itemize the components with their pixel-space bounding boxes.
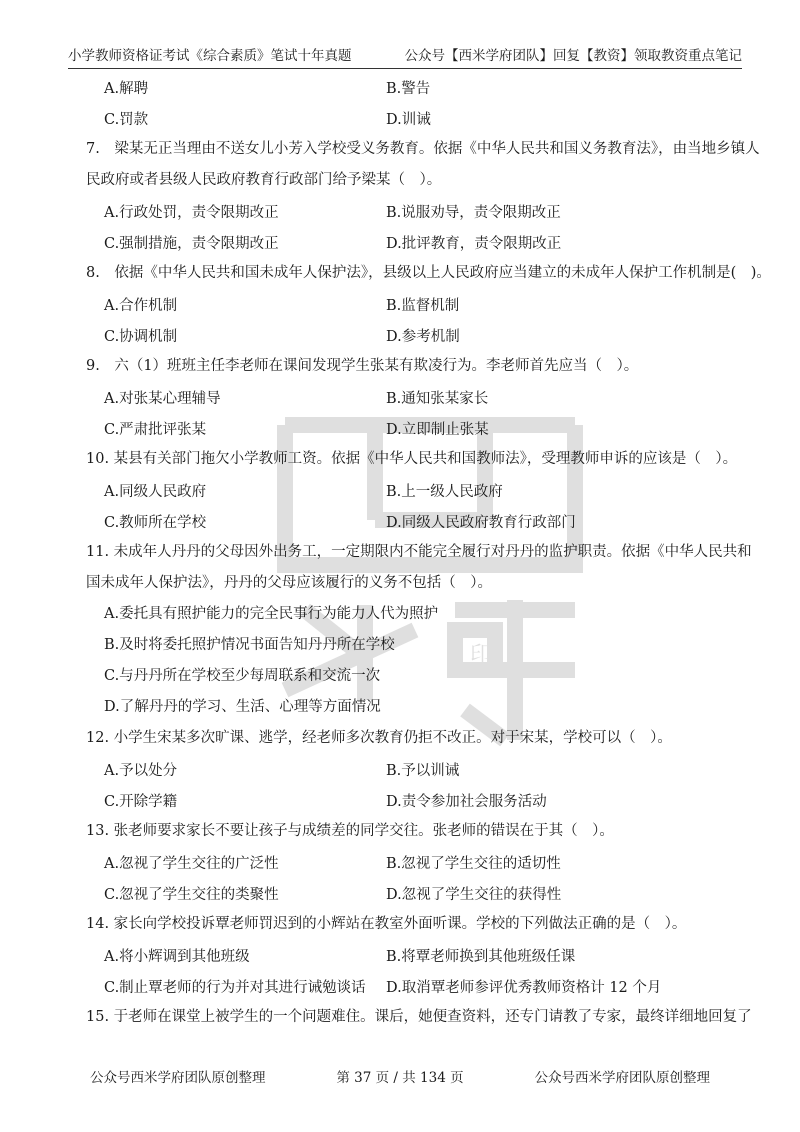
question-8 (86, 258, 771, 289)
q11-stem-line-1: 11. 未成年人丹丹的父母因外出务工，一定期限内不能完全履行对丹丹的监护职责。依据《中华人民共和 (86, 544, 752, 560)
q11-option-c[interactable]: C.与丹丹所在学校至少每周联系和交流一次 (104, 668, 381, 684)
q12-option-c[interactable]: C.开除学籍 (104, 794, 178, 810)
q11-option-b[interactable]: B.及时将委托照护情况书面告知丹丹所在学校 (104, 637, 395, 653)
q13-option-c[interactable]: C.忽视了学生交往的类聚性 (104, 887, 279, 903)
q13-option-b[interactable]: B.忽视了学生交往的适切性 (386, 856, 561, 872)
q13-options-row-1 (86, 847, 736, 878)
q6-option-c[interactable]: C.罚款 (104, 112, 149, 128)
q8-option-d[interactable]: D.参考机制 (386, 329, 460, 345)
question-9 (86, 351, 736, 382)
q10-option-d[interactable]: D.同级人民政府教育行政部门 (386, 515, 576, 531)
q14-option-a[interactable]: A.将小辉调到其他班级 (104, 949, 250, 965)
q9-options-row-2 (86, 413, 736, 444)
q11-stem-line-2: 国未成年人保护法》，丹丹的父母应该履行的义务不包括（ ）。 (86, 575, 492, 591)
q9-stem-line-1: 9. 六（1）班班主任李老师在课间发现学生张某有欺凌行为。李老师首先应当（ ）。 (86, 358, 639, 374)
question-14 (86, 909, 736, 940)
header-promo: 公众号【西米学府团队】回复【教资】领取教资重点笔记 (404, 48, 742, 64)
q14-options-row-1 (86, 940, 736, 971)
footer-right: 公众号西米学府团队原创整理 (534, 1070, 710, 1086)
q7-option-a[interactable]: A.行政处罚，责令限期改正 (104, 205, 279, 221)
q12-stem-line-1: 12. 小学生宋某多次旷课、逃学，经老师多次教育仍拒不改正。对于宋某，学校可以（ ）。 (86, 730, 672, 746)
q7-stem-line-1: 7. 梁某无正当理由不送女儿小芳入学校受义务教育。依据《中华人民共和国义务教育法》，由当地乡镇人 (86, 141, 760, 157)
q8-stem-line-1: 8. 依据《中华人民共和国未成年人保护法》，县级以上人民政府应当建立的未成年人保护工作机制是( )。 (86, 265, 771, 281)
q10-options-row-2 (86, 506, 736, 537)
q6-options-row-1 (86, 72, 736, 103)
q8-options-row-2 (86, 320, 736, 351)
q15-stem-line-1: 15. 于老师在课堂上被学生的一个问题难住。课后，她便查资料，还专门请教了专家，最终详细地回复了 (86, 1009, 752, 1025)
question-13 (86, 816, 736, 847)
q9-option-c[interactable]: C.严肃批评张某 (104, 422, 207, 438)
q14-option-d[interactable]: D.取消覃老师参评优秀教师资格计 12 个月 (386, 980, 662, 996)
q14-option-c[interactable]: C.制止覃老师的行为并对其进行诫勉谈话 (104, 980, 366, 996)
question-7 (86, 134, 760, 196)
question-11 (86, 537, 752, 599)
footer-left: 公众号西米学府团队原创整理 (90, 1070, 266, 1086)
q6-option-b[interactable]: B.警告 (386, 81, 431, 97)
q7-option-c[interactable]: C.强制措施，责令限期改正 (104, 236, 279, 252)
q13-option-a[interactable]: A.忽视了学生交往的广泛性 (104, 856, 279, 872)
q6-option-a[interactable]: A.解聘 (104, 81, 149, 97)
question-15 (86, 1002, 752, 1033)
q6-option-d[interactable]: D.训诫 (386, 112, 431, 128)
q13-option-d[interactable]: D.忽视了学生交往的获得性 (386, 887, 562, 903)
q7-option-d[interactable]: D.批评教育，责令限期改正 (386, 236, 562, 252)
q9-option-b[interactable]: B.通知张某家长 (386, 391, 489, 407)
page-number: 第 37 页 / 共 134 页 (336, 1070, 464, 1086)
q12-option-b[interactable]: B.予以训诫 (386, 763, 460, 779)
page-content (86, 72, 771, 1033)
q14-options-row-2 (86, 971, 736, 1002)
q14-option-b[interactable]: B.将覃老师换到其他班级任课 (386, 949, 576, 965)
q8-option-a[interactable]: A.合作机制 (104, 298, 178, 314)
q12-options-row-1 (86, 754, 736, 785)
q11-option-a[interactable]: A.委托具有照护能力的完全民事行为能力人代为照护 (104, 606, 439, 622)
q8-option-b[interactable]: B.监督机制 (386, 298, 460, 314)
q7-options-row-2 (86, 227, 736, 258)
q10-option-c[interactable]: C.教师所在学校 (104, 515, 207, 531)
q13-stem-line-1: 13. 张老师要求家长不要让孩子与成绩差的同学交往。张老师的错误在于其（ ）。 (86, 823, 614, 839)
q10-option-b[interactable]: B.上一级人民政府 (386, 484, 503, 500)
q12-option-a[interactable]: A.予以处分 (104, 763, 178, 779)
question-12 (86, 723, 736, 754)
q10-stem-line-1: 10. 某县有关部门拖欠小学教师工资。依据《中华人民共和国教师法》，受理教师申诉的应该是（ ）。 (86, 451, 738, 467)
q12-option-d[interactable]: D.责令参加社会服务活动 (386, 794, 547, 810)
q8-options-row-1 (86, 289, 736, 320)
q10-options-row-1 (86, 475, 736, 506)
page-footer (90, 1064, 710, 1088)
q9-options-row-1 (86, 382, 736, 413)
q14-stem-line-1: 14. 家长向学校投诉覃老师罚迟到的小辉站在教室外面听课。学校的下列做法正确的是（ ）。 (86, 916, 687, 932)
q9-option-a[interactable]: A.对张某心理辅导 (104, 391, 221, 407)
q8-option-c[interactable]: C.协调机制 (104, 329, 178, 345)
q6-options-row-2 (86, 103, 736, 134)
q11-option-d[interactable]: D.了解丹丹的学习、生活、心理等方面情况 (104, 699, 381, 715)
q13-options-row-2 (86, 878, 736, 909)
q7-stem-line-2: 民政府或者县级人民政府教育行政部门给予梁某（ ）。 (86, 172, 442, 188)
q10-option-a[interactable]: A.同级人民政府 (104, 484, 207, 500)
q9-option-d[interactable]: D.立即制止张某 (386, 422, 489, 438)
q7-option-b[interactable]: B.说服劝导，责令限期改正 (386, 205, 561, 221)
q7-options-row-1 (86, 196, 736, 227)
q12-options-row-2 (86, 785, 736, 816)
page-header (68, 40, 742, 69)
watermark-seal: 印 (470, 643, 493, 668)
header-title: 小学教师资格证考试《综合素质》笔试十年真题 (68, 48, 352, 64)
question-10 (86, 444, 736, 475)
